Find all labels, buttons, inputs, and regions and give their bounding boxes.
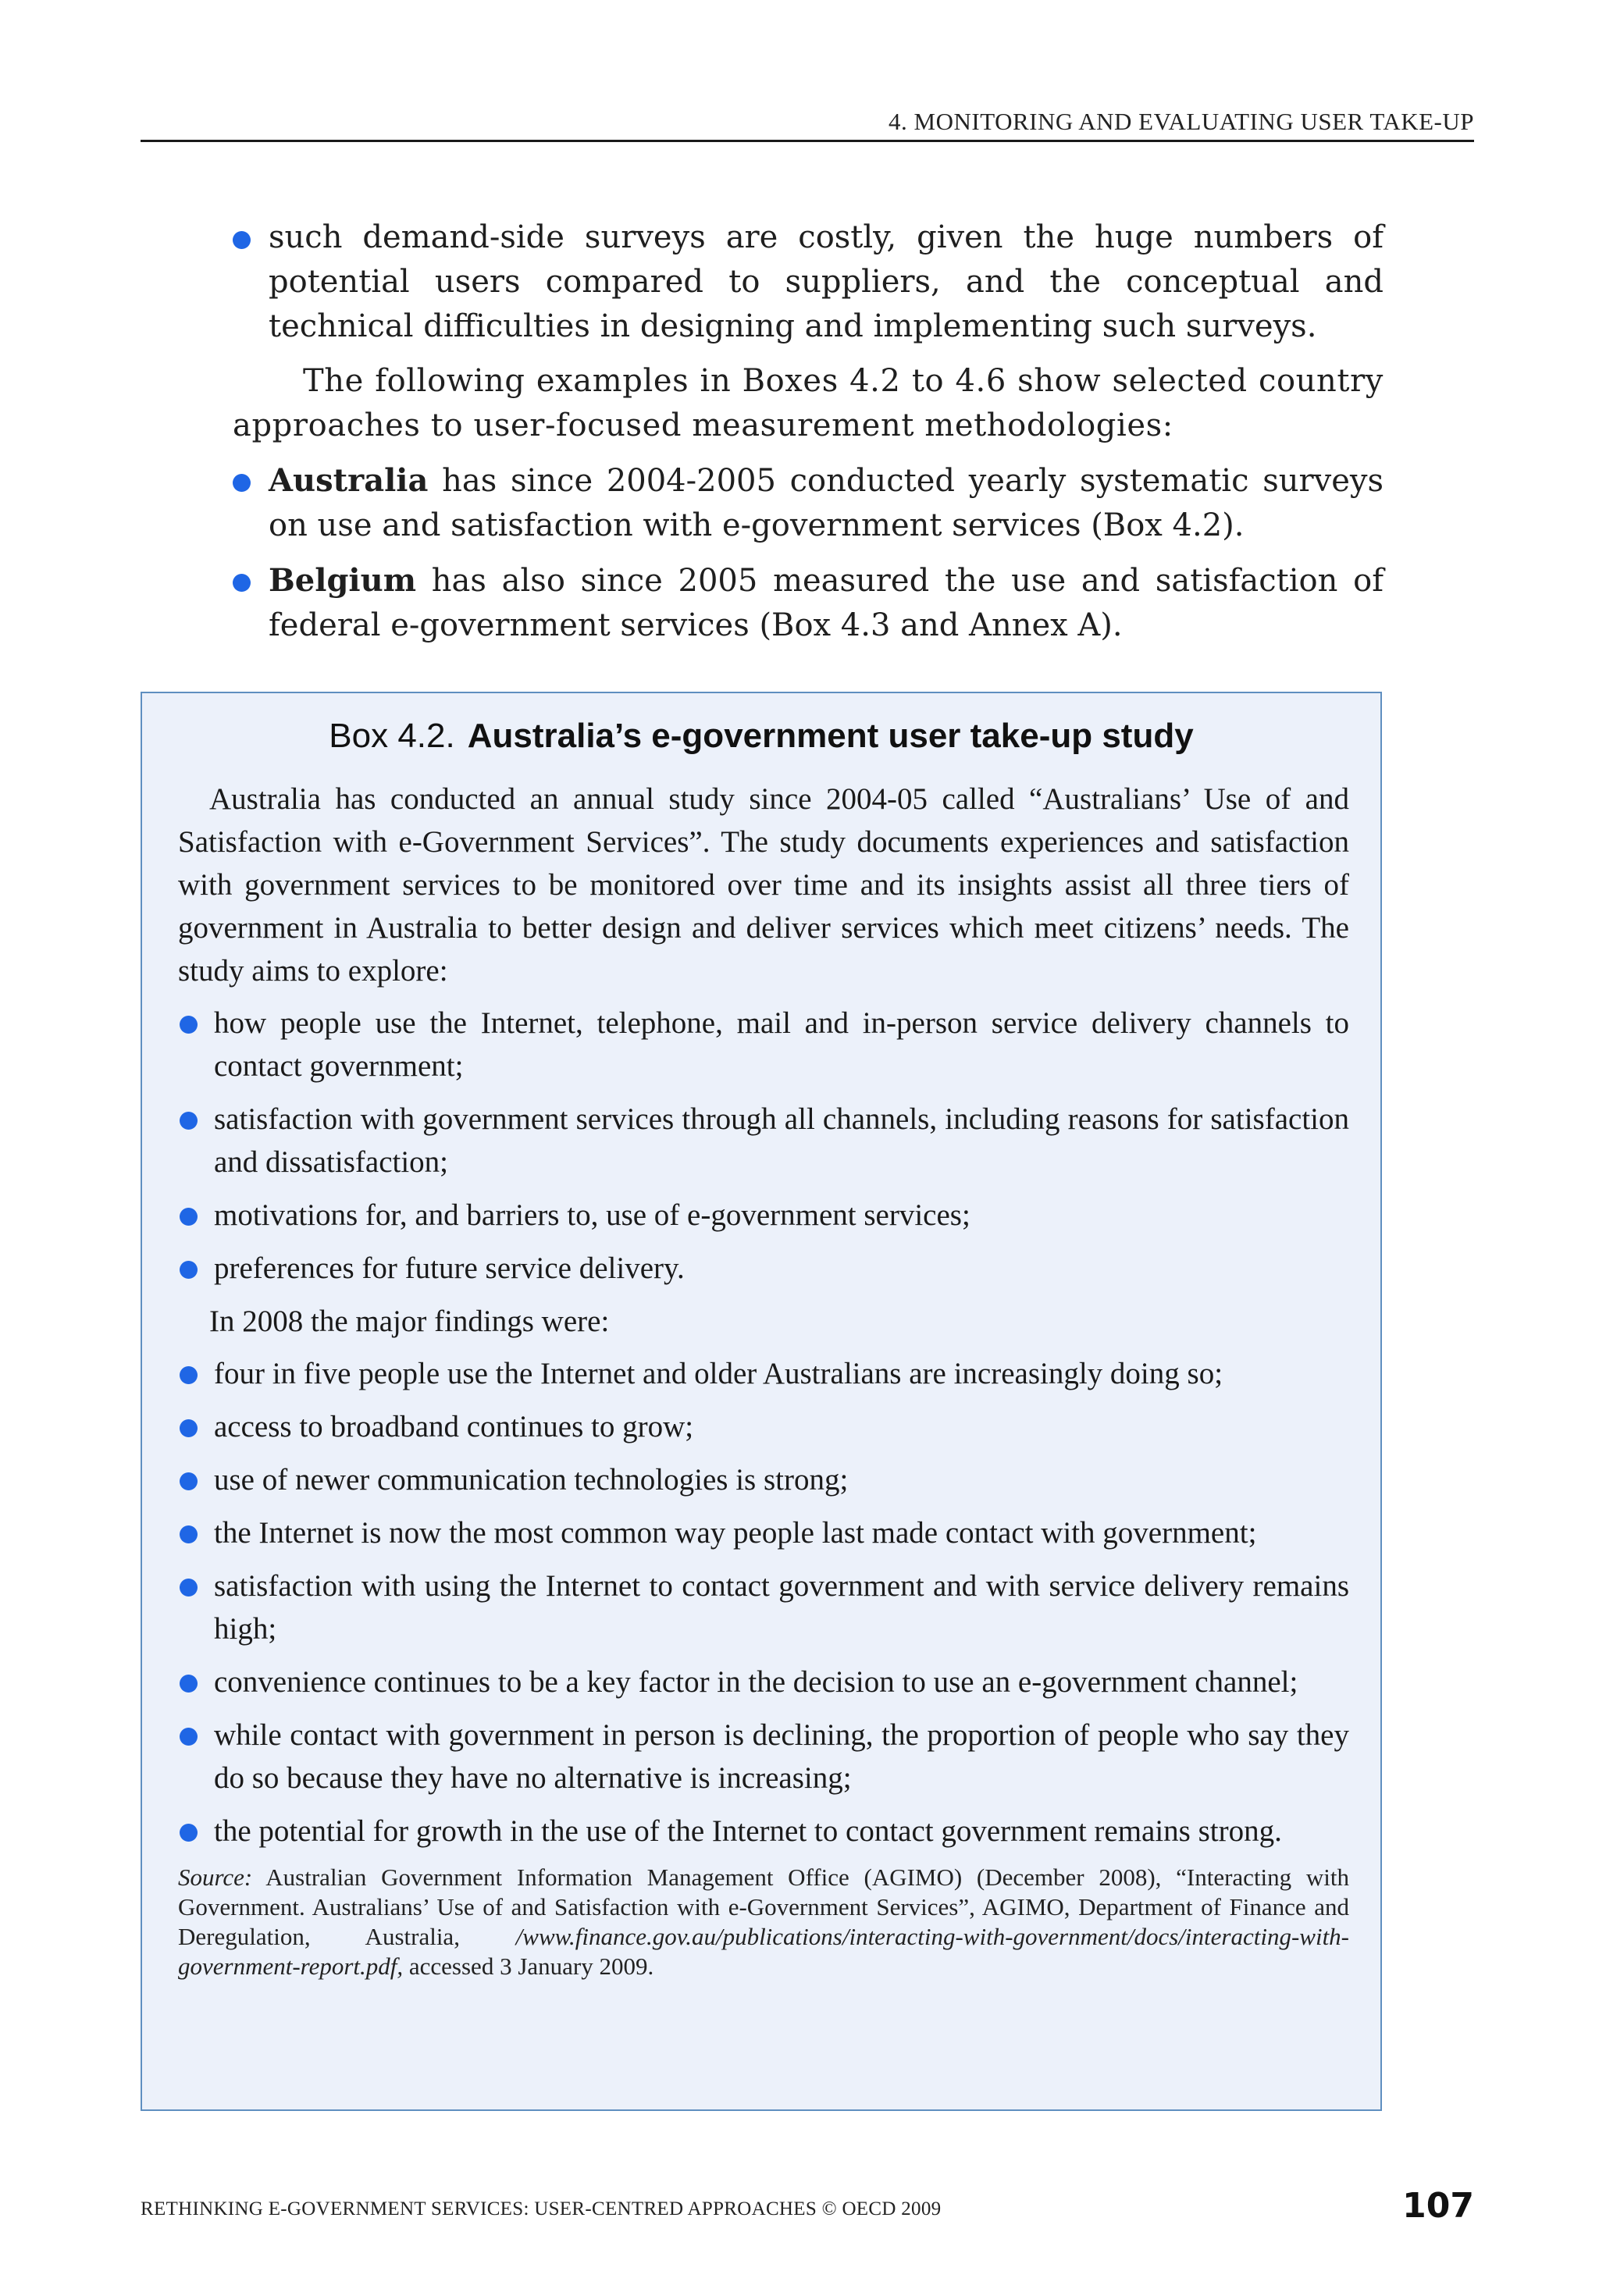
running-head: 4. MONITORING AND EVALUATING USER TAKE-UP xyxy=(889,108,1474,135)
bullet-text: the Internet is now the most common way people last made contact with government; xyxy=(214,1516,1257,1550)
bullet-text: preferences for future service delivery. xyxy=(214,1251,685,1285)
bullet-text: the potential for growth in the use of the Internet to contact government remains strong. xyxy=(214,1814,1282,1848)
bullet-icon xyxy=(180,1824,198,1842)
bullet-icon xyxy=(233,574,251,592)
bullet-icon xyxy=(180,1366,198,1384)
country-name: Australia xyxy=(269,462,429,499)
list-item xyxy=(178,1458,1349,1501)
source-accessed: accessed 3 January 2009. xyxy=(408,1952,654,1980)
box-heading: Australia’s e-government user take-up study xyxy=(467,717,1194,755)
bullet-text: satisfaction with using the Internet to contact government and with service delivery remains high; xyxy=(214,1569,1349,1646)
header-rule xyxy=(141,140,1474,142)
bullet-icon xyxy=(180,1261,198,1279)
body-text xyxy=(233,215,1384,658)
bullet-icon xyxy=(180,1112,198,1130)
list-item xyxy=(178,1194,1349,1237)
bullet-icon xyxy=(180,1525,198,1543)
source-note xyxy=(178,1863,1349,1981)
bullet-text: while contact with government in person is declining, the proportion of people who say they do so because they have no alternative is increasing; xyxy=(214,1718,1349,1795)
list-item xyxy=(178,1810,1349,1853)
bullet-text: such demand-side surveys are costly, given the huge numbers of potential users compared to suppliers, and the conceptual and technical difficulties in designing and implementing such surveys. xyxy=(269,219,1384,344)
bullet-icon xyxy=(180,1016,198,1034)
box-title xyxy=(142,717,1380,756)
bullet-text: satisfaction with government services through all channels, including reasons for satisfaction and dissatisfaction; xyxy=(214,1102,1349,1179)
bullet-icon xyxy=(180,1728,198,1746)
source-url[interactable]: /www.finance.gov.au/publications/interacting-with-government/docs/interacting-with-government-report.pdf, xyxy=(178,1923,1350,1980)
list-item xyxy=(178,1511,1349,1554)
box-4-2 xyxy=(141,692,1382,2111)
bullet-text: four in five people use the Internet and older Australians are increasingly doing so; xyxy=(214,1357,1223,1390)
bullet-text: use of newer communication technologies is strong; xyxy=(214,1463,849,1497)
list-item xyxy=(233,558,1384,648)
box-label: Box 4.2. xyxy=(329,717,455,755)
list-item xyxy=(233,215,1384,349)
list-item xyxy=(233,458,1384,548)
list-item xyxy=(178,1352,1349,1395)
list-item xyxy=(178,1247,1349,1290)
list-item xyxy=(178,1405,1349,1448)
page-number: 107 xyxy=(1402,2186,1474,2226)
bullet-icon xyxy=(180,1208,198,1226)
source-label: Source: xyxy=(178,1863,253,1891)
source-text: Australian Government Information Management Office (AGIMO) (December 2008), “Interacting with Government. Australians’ Use of and Satisfaction with e-Government Services”, AGIMO, Department of Finance and Deregulation, Australia, xyxy=(178,1863,1350,1950)
bullet-text: convenience continues to be a key factor in the decision to use an e-government channel; xyxy=(214,1665,1298,1699)
intro-paragraph: The following examples in Boxes 4.2 to 4.6 show selected country approaches to user-focused measurement methodologies: xyxy=(233,363,1384,443)
list-item xyxy=(178,1098,1349,1184)
bullet-text: motivations for, and barriers to, use of e-government services; xyxy=(214,1198,970,1232)
box-intro: Australia has conducted an annual study since 2004-05 called “Australians’ Use of and Satisfaction with e-Government Services”. The study documents experiences and satisfaction with government services to be monitored over time and its insights assist all three tiers of government in Australia to better design and deliver services which meet citizens’ needs. The study aims to explore: xyxy=(178,782,1349,988)
bullet-icon xyxy=(233,474,251,492)
list-item xyxy=(178,1564,1349,1650)
bullet-icon xyxy=(180,1419,198,1437)
footer-copyright: RETHINKING E-GOVERNMENT SERVICES: USER-CENTRED APPROACHES © OECD 2009 xyxy=(141,2198,942,2219)
country-name: Belgium xyxy=(269,562,417,599)
box-body xyxy=(178,778,1349,1981)
bullet-icon xyxy=(180,1579,198,1597)
bullet-text: access to broadband continues to grow; xyxy=(214,1410,694,1443)
bullet-icon xyxy=(180,1472,198,1490)
bullet-icon xyxy=(233,231,251,249)
bullet-text: has also since 2005 measured the use and satisfaction of federal e-government services (Box 4.3 and Annex A). xyxy=(269,563,1384,643)
bullet-icon xyxy=(180,1675,198,1693)
list-item xyxy=(178,1714,1349,1799)
list-item xyxy=(178,1661,1349,1703)
findings-intro: In 2008 the major findings were: xyxy=(209,1305,610,1338)
bullet-text: how people use the Internet, telephone, mail and in-person service delivery channels to contact government; xyxy=(214,1006,1349,1083)
list-item xyxy=(178,1002,1349,1087)
bullet-text: has since 2004-2005 conducted yearly systematic surveys on use and satisfaction with e-government services (Box 4.2). xyxy=(269,463,1384,543)
